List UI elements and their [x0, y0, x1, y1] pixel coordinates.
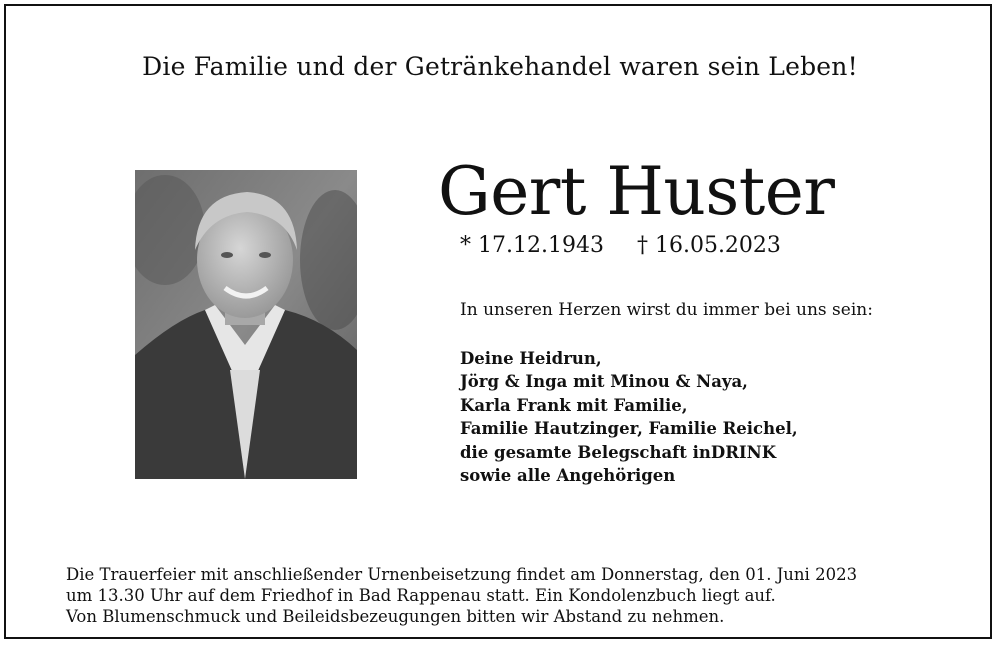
funeral-notice [66, 564, 857, 627]
portrait-photo [135, 170, 357, 479]
mourner-line: Karla Frank mit Familie, [460, 395, 688, 415]
funeral-notice-line: um 13.30 Uhr auf dem Friedhof in Bad Rappenau statt. Ein Kondolenzbuch liegt auf. [66, 586, 776, 605]
mourner-line: Jörg & Inga mit Minou & Naya, [460, 372, 748, 392]
deceased-name: Gert Huster [438, 153, 835, 230]
memorial-phrase: In unseren Herzen wirst du immer bei uns sein: [460, 300, 873, 320]
mourner-line: die gesamte Belegschaft inDRINK [460, 442, 777, 462]
mourner-line: Deine Heidrun, [460, 349, 602, 368]
mourner-line: Familie Hautzinger, Familie Reichel, [460, 419, 798, 439]
mourners-list [460, 347, 798, 487]
life-dates [460, 233, 807, 258]
mourner-line: sowie alle Angehörigen [460, 466, 676, 486]
birth-date: * 17.12.1943 [460, 233, 604, 258]
funeral-notice-line: Von Blumenschmuck und Beileidsbezeugungen bitten wir Abstand zu nehmen. [66, 607, 725, 626]
death-date: † 16.05.2023 [636, 233, 781, 258]
funeral-notice-line: Die Trauerfeier mit anschließender Urnenbeisetzung findet am Donnerstag, den 01. Juni 2023 [66, 565, 858, 584]
headline: Die Familie und der Getränkehandel waren sein Leben! [142, 52, 858, 81]
